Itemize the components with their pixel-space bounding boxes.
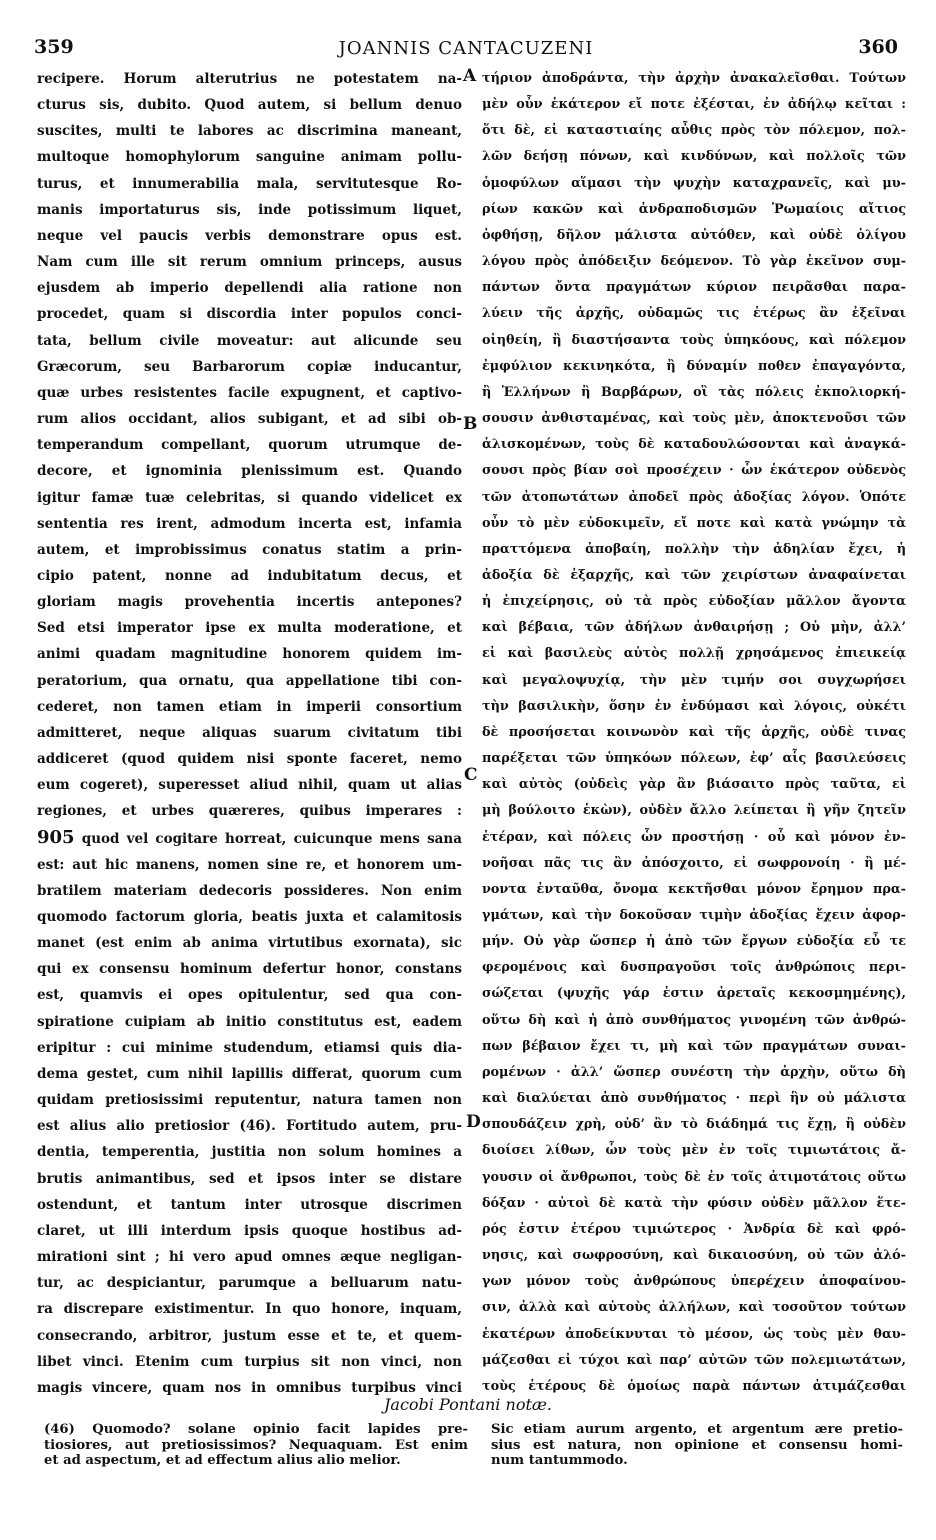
greek-text-line: οὖν τὸ μὲν εὐδοκιμεῖν, εἴ ποτε καὶ κατὰ γνώμην τὰ <box>482 515 906 531</box>
latin-text-line: turus, et innumerabilia mala, servitutesque Ro- <box>37 175 462 192</box>
latin-text-line: gloriam magis provehentia incertis antepones? <box>37 594 462 611</box>
latin-text-line: brutis animantibus, sed et ipsos inter se distare <box>37 1170 462 1187</box>
latin-text-line: multoque homophylorum sanguine animam pollu- <box>37 149 462 166</box>
greek-text-line: λύειν τῆς ἀρχῆς, οὐδαμῶς τις ἑτέρως ἂν ἐξεῖναι <box>482 306 906 322</box>
latin-text-line <box>37 825 462 852</box>
greek-text-line: ἀδοξία δὲ ἐξαρχῆς, καὶ τῶν χειρίστων ἀναφαίνεται <box>482 567 906 583</box>
latin-text-line: manet (est enim ab anima virtutibus exornata), sic <box>37 935 462 952</box>
greek-text-line: μάζεσθαι εἰ τύχοι καὶ παρ’ αὐτῶν τῶν πολεμιωτάτων, <box>482 1352 906 1368</box>
greek-text-line: ἢ Ἑλλήνων ἢ Βαρβάρων, οἳ τὰς πόλεις ἐκπολιορκή- <box>482 384 906 400</box>
latin-text-line: cturus sis, dubito. Quod autem, si bellum denuo <box>37 97 462 114</box>
greek-text-line: τῶν ἀτοπωτάτων ἀποδεῖ πρὸς ἀδοξίας λόγον. Ὁπότε <box>482 489 906 505</box>
greek-text-line: φερομένοις καὶ δυσπραγοῦσι τοῖς ἀνθρώποις περι- <box>482 960 906 976</box>
latin-text-line: quæ urbes resistentes facile expugnent, et captivo- <box>37 384 462 401</box>
margin-letter-c: C <box>464 765 478 785</box>
latin-text-line: spiratione cuipiam ab initio constitutus est, eadem <box>37 1013 462 1030</box>
greek-text-line: διοίσει λίθων, ὧν τοὺς μὲν ἐν τοῖς τιμιωτάτοις ἄ- <box>482 1143 906 1159</box>
notes-left-column <box>44 1422 468 1469</box>
greek-text-line: οὕτω δὴ καὶ ἡ ἀπὸ συνθήματος γινομένη τῶν ἀνθρώ- <box>482 1012 906 1028</box>
greek-text-line: πραττόμενα ἀποβαίη, πολλὴν τὴν ἀδηλίαν ἔχει, ἡ <box>482 541 906 557</box>
latin-text-line: ostendunt, et tantum inter utrosque discrimen <box>37 1196 462 1213</box>
latin-text-line: mirationi sint ; hi vero apud omnes æque negligan- <box>37 1249 462 1266</box>
latin-text-line: cederet, non tamen etiam in imperii consortium <box>37 698 462 715</box>
latin-text-line: tata, bellum civile moveatur: aut alicunde seu <box>37 332 462 349</box>
page-number-left: 359 <box>34 36 74 58</box>
greek-text-line: σουσιν ἀνθισταμένας, καὶ τοὺς μὲν, ἀποκτενοῦσι τῶν <box>482 411 906 427</box>
latin-text-line: suscites, multi te labores ac discrimina maneant, <box>37 123 462 140</box>
latin-text-line: recipere. Horum alterutrius ne potestatem na- <box>37 71 462 87</box>
greek-text-line: λῶν δεήσῃ πόνων, καὶ κινδύνων, καὶ πολλοῖς τῶν <box>482 149 906 165</box>
greek-text-line: δὲ προσήσεται κοινωνὸν καὶ τῆς ἀρχῆς, οὐδὲ τινας <box>482 724 906 740</box>
page-header <box>34 36 898 64</box>
greek-text-line: μὴ βούλοιτο ἑκὼν), οὐδὲν ἄλλο λείπεται ἢ γῆν ζητεῖν <box>482 803 906 819</box>
greek-text-line: εἰ καὶ βασιλεὺς αὐτὸς πολλῇ χρησάμενος ἐπιεικείᾳ <box>482 646 906 662</box>
latin-text-line: peratorium, qua ornatu, qua appellatione tibi con- <box>37 672 462 689</box>
latin-text-line: claret, ut illi interdum ipsis quoque hostibus ad- <box>37 1222 462 1239</box>
greek-text-line: καὶ διαλύεται ἀπὸ συνθήματος · περὶ ἣν οὐ μάλιστα <box>482 1091 906 1107</box>
note-line: sius est natura, non opinione et consensu homi- <box>491 1437 903 1453</box>
latin-text-line: autem, et improbissimus conatus statim a prin- <box>37 541 462 558</box>
greek-text-line: σουσι πρὸς βίαν σοὶ προσέχειν · ὧν ἑκάτερον οὐδενὸς <box>482 463 906 479</box>
latin-text-line: admitteret, neque aliquas suarum civitatum tibi <box>37 724 462 741</box>
greek-text-line: γων μόνον τοὺς ἀνθρώπους ὑπερέχειν ἀποφαίνου- <box>482 1274 906 1290</box>
greek-text-line: νησις, καὶ σωφροσύνη, καὶ δικαιοσύνη, οὐ τῶν ἀλό- <box>482 1248 906 1264</box>
greek-text-line: ὅτι δὲ, εἰ καταστιαίης αὖθις πρὸς τὸν πόλεμον, πολ- <box>482 123 906 139</box>
latin-text-line: animi quadam magnitudine honorem quidem im- <box>37 646 462 663</box>
latin-column <box>37 66 462 1396</box>
greek-text-line: ρομένων · ἀλλ’ ὥσπερ συνέστη τὴν ἀρχὴν, οὕτω δὴ <box>482 1064 906 1080</box>
margin-letter-d: D <box>466 1112 481 1132</box>
greek-text-line: δόξαν · αὐτοὶ δὲ κατὰ τὴν φύσιν οὐδὲν μᾶλλον ἕτε- <box>482 1195 906 1211</box>
greek-text-line: ρός ἐστιν ἑτέρου τιμιώτερος · Ἀνδρία δὲ καὶ φρό- <box>482 1221 906 1237</box>
greek-text-line: καὶ μεγαλοψυχίᾳ, τὴν μὲν τιμήν σοι συγχωρήσει <box>482 672 906 688</box>
greek-text-line: σώζεται (ψυχῆς γάρ ἐστιν ἀρεταῖς κεκοσμημένης), <box>482 986 906 1002</box>
latin-text-line: Sed etsi imperator ipse ex multa moderatione, et <box>37 620 462 637</box>
greek-text-line: τήριον ἀποδράντα, τὴν ἀρχὴν ἀνακαλεῖσθαι. Τούτων <box>482 71 906 86</box>
column-number: 905 <box>37 826 75 848</box>
latin-text-line: dema gestet, cum nihil lapillis differat, quorum cum <box>37 1065 462 1082</box>
note-line: (46) Quomodo? solane opinio facit lapides pre- <box>44 1422 468 1437</box>
greek-text-line: νοντα ἐνταῦθα, ὄνομα κεκτῆσθαι μόνον ἔρημον πρα- <box>482 881 906 897</box>
greek-text-line: οἰηθείη, ἢ διαστήσαντα τοὺς ὑπηκόους, καὶ πόλεμον <box>482 332 906 348</box>
latin-text-line: est alius alio pretiosior (46). Fortitudo autem, pru- <box>37 1118 462 1135</box>
latin-text-line: cipio patent, nonne ad indubitatum decus, et <box>37 567 462 584</box>
latin-text-line: quomodo factorum gloria, beatis juxta et calamitosis <box>37 909 462 925</box>
latin-text-line: tur, ac despiciantur, parumque a belluarum natu- <box>37 1275 462 1292</box>
latin-text-line: decore, et ignominia plenissimum est. Quando <box>37 463 462 480</box>
running-title: JOANNIS CANTACUZENI <box>338 38 594 59</box>
note-line: Sic etiam aurum argento, et argentum ære pretio- <box>491 1422 903 1437</box>
latin-text-line: dentia, temperentia, justitia non solum homines a <box>37 1144 462 1161</box>
latin-text-line: ra discrepare existimentur. In quo honore, inquam, <box>37 1301 462 1318</box>
note-line: tiosiores, aut pretiosissimos? Nequaquam. Est enim <box>44 1437 468 1453</box>
greek-text-line: τὴν βασιλικὴν, ὅσην ἐν ἐνδύμασι καὶ λόγοις, οὐκέτι <box>482 698 906 714</box>
latin-text-line: eripitur : cui minime studendum, etiamsi quis dia- <box>37 1039 462 1056</box>
greek-text-line: καὶ βέβαια, τῶν ἀδήλων ἀνθαιρήσῃ ; Οὐ μὴν, ἀλλ’ <box>482 620 906 636</box>
note-line: et ad aspectum, et ad effectum alius alio melior. <box>44 1453 401 1469</box>
latin-text-line: sententia res irent, admodum incerta est, infamia <box>37 515 462 532</box>
latin-text-line: neque vel paucis verbis demonstrare opus est. <box>37 227 462 244</box>
greek-text-line: ὁμοφύλων αἵμασι τὴν ψυχὴν καταχρανεῖς, καὶ μυ- <box>482 175 906 191</box>
greek-text-line: γμάτων, καὶ τὴν δοκοῦσαν τιμὴν ἀδοξίας ἔχειν ἀφορ- <box>482 908 906 923</box>
greek-text-line: μήν. Οὐ γὰρ ὥσπερ ἡ ἀπὸ τῶν ἔργων εὐδοξία εὖ τε <box>482 934 906 950</box>
latin-text-line: eum cogeret), superesset aliud nihil, quam ut alias <box>37 777 462 794</box>
notes-right-column <box>491 1422 903 1469</box>
greek-text-line: σπουδάζειν χρὴ, οὐδ’ ἂν τὸ διάδημά τις ἔχῃ, ἢ οὐδὲν <box>482 1117 906 1133</box>
latin-text-line: est: aut hic manens, nomen sine re, et honorem um- <box>37 856 462 873</box>
greek-text-line: ρίων κακῶν καὶ ἀνδραποδισμῶν Ῥωμαίοις αἴτιος <box>482 201 906 217</box>
greek-column <box>482 66 906 1396</box>
greek-text-line: καὶ αὐτὸς (οὐδεὶς γὰρ ἂν βιάσαιτο πρὸς ταῦτα, εἰ <box>482 777 906 793</box>
latin-text-line: qui ex consensu hominum defertur honor, constans <box>37 961 462 978</box>
latin-text-line: Nam cum ille sit rerum omnium princeps, ausus <box>37 254 462 271</box>
greek-text-line: νοῆσαι πᾶς τις ἂν ἀπόσχοιτο, εἰ σωφρονοίη · ἢ μέ- <box>482 855 906 871</box>
latin-text-line: Græcorum, seu Barbarorum copiæ inducantur, <box>37 358 462 375</box>
greek-text-line: πων βέβαιον ἔχει τι, μὴ καὶ τῶν πραγμάτων συναι- <box>482 1038 906 1054</box>
greek-text-line: γουσιν οἱ ἄνθρωποι, τοὺς δὲ ἐν τοῖς ἀτιμοτάτοις οὕτω <box>482 1169 906 1185</box>
latin-text-line: consecrando, arbitror, justum esse et te, et quem- <box>37 1327 462 1344</box>
greek-text-line: τοὺς ἑτέρους δὲ ὁμοίως παρὰ πάντων ἀτιμάζεσθαι <box>482 1378 906 1394</box>
note-line: num tantummodo. <box>491 1453 628 1469</box>
latin-text-line: rum alios occidant, alios subigant, et ad sibi ob- <box>37 411 462 428</box>
latin-text-line: ejusdem ab imperio depellendi alia ratione non <box>37 280 462 297</box>
greek-text-line: ὀφθήσῃ, δῆλον μάλιστα αὐτόθεν, καὶ οὐδὲ ὀλίγου <box>482 227 906 243</box>
latin-text-line: igitur famæ tuæ celebritas, si quando videlicet ex <box>37 489 462 506</box>
latin-text-line: magis vincere, quam nos in omnibus turpibus vinci <box>37 1379 462 1396</box>
latin-text-line: est, quamvis ei opes opitulentur, sed qua con- <box>37 987 462 1004</box>
greek-text-line: σιν, ἀλλὰ καὶ αὐτοὺς ἀλλήλων, καὶ τοσοῦτον τούτων <box>482 1300 906 1316</box>
greek-text-line: λόγου πρὸς ἀπόδειξιν δεόμενον. Τὸ γὰρ ἐκεῖνον συμ- <box>482 254 906 270</box>
latin-text-line: addiceret (quod quidem nisi sponte faceret, nemo <box>37 751 462 768</box>
latin-text-line-content: quod vel cogitare horreat, cuicunque mens sana <box>74 830 462 847</box>
greek-text-line: πάντων ὄντα πραγμάτων κύριον πειρᾶσθαι παρα- <box>482 280 906 296</box>
page-number-right: 360 <box>858 36 898 58</box>
greek-text-line: ἁλισκομένων, τοὺς δὲ καταδουλώσονται καὶ ἀναγκά- <box>482 437 906 453</box>
greek-text-line: ἐμφύλιον κεκινηκότα, ἢ δύναμίν ποθεν ἐπαγαγόντα, <box>482 358 906 374</box>
latin-text-line: quidam pretiosissimi reputentur, natura tamen non <box>37 1092 462 1109</box>
latin-text-line: bratilem materiam dedecoris possideres. Non enim <box>37 882 462 899</box>
margin-letter-a: A <box>463 66 477 86</box>
latin-text-line: libet vinci. Etenim cum turpius sit non vinci, non <box>37 1353 462 1370</box>
greek-text-line: ἑκατέρων ἀποδείκνυται τὸ μέσον, ὡς τοὺς μὲν θαυ- <box>482 1326 906 1342</box>
greek-text-line: μὲν οὖν ἑκάτερον εἴ ποτε ἐξέσται, ἐν ἀδήλῳ κεῖται : <box>482 97 906 113</box>
latin-text-line: procedet, quam si discordia inter populos conci- <box>37 306 462 323</box>
greek-text-line: ἡ ἐπιχείρησις, οὐ τὰ πρὸς εὐδοξίαν μᾶλλον ἄγοντα <box>482 594 906 610</box>
latin-text-line: regiones, et urbes quæreres, quibus imperares : <box>37 803 462 820</box>
latin-text-line: temperandum compellant, quorum utrumque de- <box>37 437 462 454</box>
greek-text-line: παρέξεται τῶν ὑπηκόων πόλεων, ἐφ’ αἷς βασιλεύσεις <box>482 751 906 767</box>
margin-letter-b: B <box>463 414 478 434</box>
greek-text-line: ἑτέραν, καὶ πόλεις ὧν προστήσῃ · οὗ καὶ μόνον ἐν- <box>482 829 906 845</box>
notes-heading: Jacobi Pontani notæ. <box>383 1395 552 1414</box>
latin-text-line: manis importaturus sis, inde potissimum liquet, <box>37 201 462 218</box>
